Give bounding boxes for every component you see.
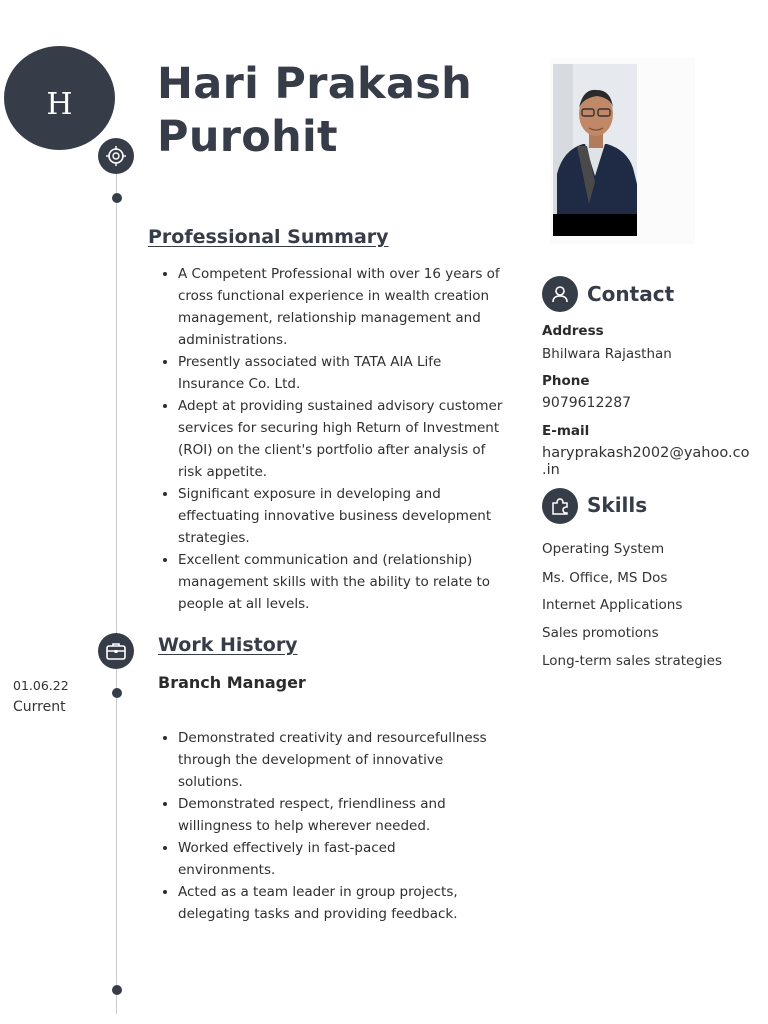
summary-title: Professional Summary bbox=[148, 226, 389, 248]
phone-value: 9079612287 bbox=[542, 395, 632, 411]
monogram-avatar bbox=[4, 46, 115, 150]
summary-item: • Excellent communication and (relationship) management skills with the ability to relate to people at all levels. bbox=[178, 549, 503, 615]
timeline-dot bbox=[112, 985, 122, 995]
skill-item: Ms. Office, MS Dos bbox=[542, 570, 668, 586]
timeline-dot bbox=[112, 688, 122, 698]
email-line-2: .in bbox=[542, 462, 560, 478]
job-start-date: 01.06.22 bbox=[13, 678, 69, 693]
summary-item: • Presently associated with TATA AIA Life Insurance Co. Ltd. bbox=[178, 351, 503, 395]
candidate-name bbox=[157, 58, 472, 164]
summary-section bbox=[158, 263, 503, 615]
skill-item: Operating System bbox=[542, 541, 665, 557]
work-item: • Demonstrated creativity and resourcefullness through the development of innovative solutions. bbox=[178, 727, 488, 793]
work-item: • Worked effectively in fast-paced environments. bbox=[178, 837, 488, 881]
puzzle-icon bbox=[542, 488, 578, 524]
photo-portrait bbox=[553, 64, 637, 236]
contact-title: Contact bbox=[587, 282, 675, 306]
address-value: Bhilwara Rajasthan bbox=[542, 346, 672, 362]
work-history-title: Work History bbox=[158, 634, 298, 656]
address-label: Address bbox=[542, 323, 604, 339]
skill-item: Sales promotions bbox=[542, 625, 659, 641]
job-title: Branch Manager bbox=[158, 673, 306, 692]
target-icon bbox=[98, 138, 134, 174]
name-line-2: Purohit bbox=[157, 112, 338, 162]
skill-item: Internet Applications bbox=[542, 597, 683, 613]
timeline-line bbox=[116, 150, 117, 1014]
monogram-letter: H bbox=[46, 86, 73, 122]
work-item: • Demonstrated respect, friendliness and willingness to help wherever needed. bbox=[178, 793, 488, 837]
job-end-date: Current bbox=[13, 699, 66, 715]
email-line-1: haryprakash2002@yahoo.co bbox=[542, 445, 750, 461]
person-icon bbox=[542, 276, 578, 312]
timeline-dot bbox=[112, 193, 122, 203]
summary-item: • A Competent Professional with over 16 years of cross functional experience in wealth creation management, relationship management and administrations. bbox=[178, 263, 503, 351]
briefcase-icon bbox=[98, 633, 134, 669]
work-item: • Acted as a team leader in group projects, delegating tasks and providing feedback. bbox=[178, 881, 488, 925]
skills-title: Skills bbox=[587, 493, 648, 517]
email-label: E-mail bbox=[542, 423, 590, 439]
summary-item: • Adept at providing sustained advisory customer services for securing high Return of Investment (ROI) on the client's portfolio after analysis of risk appetite. bbox=[178, 395, 503, 483]
skill-item: Long-term sales strategies bbox=[542, 653, 722, 669]
email-value[interactable] bbox=[542, 445, 749, 479]
phone-label: Phone bbox=[542, 373, 590, 389]
summary-item: • Significant exposure in developing and effectuating innovative business development strategies. bbox=[178, 483, 503, 549]
profile-photo bbox=[550, 58, 695, 244]
work-section bbox=[158, 727, 488, 925]
summary-list bbox=[158, 263, 503, 615]
work-list bbox=[158, 727, 488, 925]
name-line-1: Hari Prakash bbox=[157, 59, 473, 109]
